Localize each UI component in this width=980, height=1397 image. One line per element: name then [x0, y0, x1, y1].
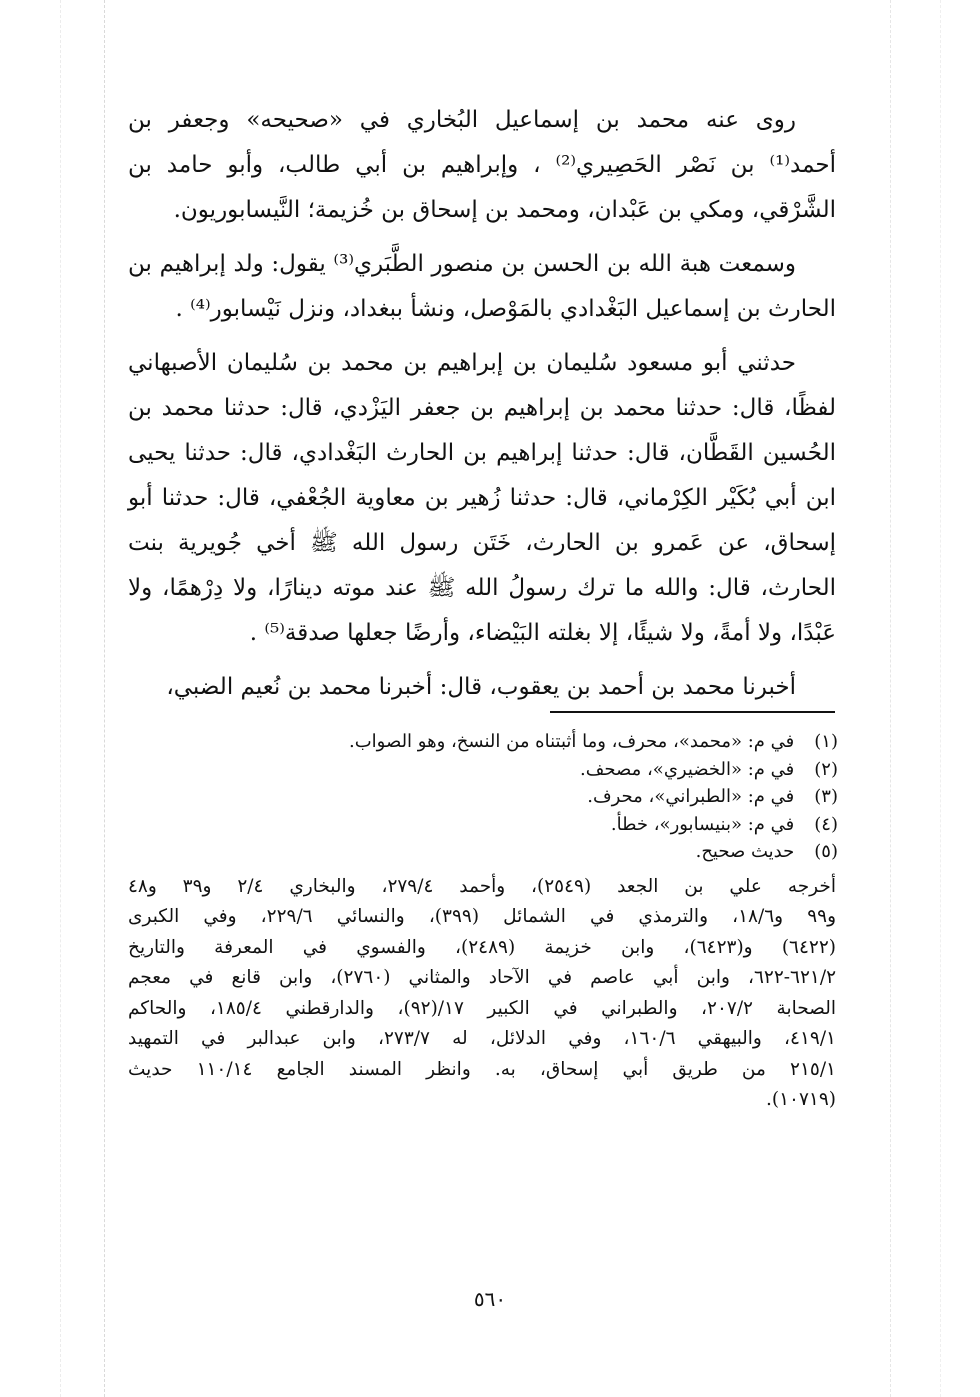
paragraph: [128, 665, 836, 710]
footnote-item: [128, 811, 838, 839]
footnote-text: في م: «بنيسابور»، خطأ.: [610, 813, 795, 835]
footnote-text: حديث صحيح.: [695, 841, 795, 862]
text-line: الحُسين القَطَّان، قال: حدثنا إبراهيم بن الحارث البَغْدادي، قال: حدثنا يحيى: [128, 440, 836, 466]
scan-guide-line: [940, 0, 941, 1397]
scan-guide-line: [890, 0, 891, 1397]
footnote-text: في م: «الخضيري»، مصحف.: [580, 758, 795, 780]
paragraph: [128, 341, 836, 656]
text-line: أخبرنا محمد بن أحمد بن يعقوب، قال: أخبرنا محمد بن نُعيم الضبي،: [166, 674, 796, 700]
text-line: أحمد⁽¹⁾ بن نَصْر الحَصِيري⁽²⁾ ، وإبراهيم بن أبي طالب، وأبو حامد بن: [128, 152, 836, 178]
footnote-number: (٣): [814, 786, 838, 807]
takhrij-line: ٢١٥/١ من طريق أبي إسحاق، به. وانظر المسند الجامع ١١٠/١٤ حديث: [128, 1058, 836, 1080]
text-line: لفظًا، قال: حدثنا محمد بن إبراهيم بن جعفر اليَزْدي، قال: حدثنا محمد بن: [128, 395, 836, 421]
takhrij-line: (١٠٧١٩).: [765, 1089, 836, 1110]
takhrij-line: ٦٢١/٢-٦٢٢، وابن أبي عاصم في الآحاد والمثاني (٢٧٦٠)، وابن قانع في معجم: [128, 967, 837, 988]
takhrij-line: ٤١٩/١، والبيهقي ١٦٠/٦، وفي الدلائل، له ٢٧٣/٧، وابن عبدالبر في التمهيد: [128, 1028, 836, 1049]
footnote-separator: [550, 711, 835, 713]
text-line: الحارث، قال: والله ما ترك رسولُ الله ﷺ عند موته دينارًا، ولا دِرْهمًا، ولا: [128, 575, 836, 601]
main-text: [128, 98, 836, 719]
footnotes: [128, 728, 838, 1116]
footnote-number: (٤): [814, 813, 838, 835]
text-line: حدثني أبو مسعود سُليمان بن إبراهيم بن محمد بن سُليمان الأصبهاني: [128, 350, 797, 376]
footnote-number: (٢): [814, 758, 838, 780]
scan-guide-line: [104, 0, 105, 1397]
footnote-number: (١): [814, 731, 838, 752]
text-line: الشَّرْقي، ومكي بن عَبْدان، ومحمد بن إسحاق بن خُزيمة؛ النَّيسابوريون.: [173, 197, 836, 223]
text-line: عَبْدًا، ولا أمةً، ولا شيئًا، إلا بغلته البَيْضاء، وأرضًا جعلها صدقة⁽⁵⁾ .: [249, 620, 836, 646]
takhrij-paragraph: [128, 872, 836, 1116]
scan-guide-line: [60, 0, 61, 1397]
footnote-item: [128, 756, 838, 784]
text-line: ابن أبي بُكَيْر الكِرْماني، قال: حدثنا زُهير بن معاوية الجُعْفي، قال: حدثنا أبو: [128, 485, 836, 511]
footnote-item: [128, 838, 838, 866]
footnote-item: [128, 728, 838, 756]
paragraph: [128, 242, 836, 332]
footnote-item: [128, 783, 838, 811]
page-number: ٥٦٠: [473, 1287, 507, 1311]
takhrij-line: و٩٩ و١٨/٦، والترمذي في الشمائل (٣٩٩)، والنسائي ٢٢٩/٦، وفي الكبرى: [128, 906, 836, 927]
text-line: إسحاق، عن عَمرو بن الحارث، خَتَن رسول الله ﷺ أخي جُويرية بنت: [128, 530, 836, 556]
takhrij-line: أخرجه علي بن الجعد (٢٥٤٩)، وأحمد ٢٧٩/٤، والبخاري ٢/٤ و٣٩ و٤٨: [128, 875, 836, 897]
paragraph: [128, 98, 836, 233]
takhrij-line: (٦٤٢٢) و(٦٤٢٣)، وابن خزيمة (٢٤٨٩)، والفسوي في المعرفة والتاريخ: [128, 936, 837, 958]
footnote-text: في م: «الطبراني»، محرف.: [587, 786, 795, 807]
text-line: الحارث بن إسماعيل البَغْدادي بالمَوْصل، ونشأ ببغداد، ونزل نَيْسابور⁽⁴⁾ .: [175, 296, 836, 322]
text-line: وسمعت هبة الله بن الحسن بن منصور الطَّبَري⁽³⁾ يقول: ولد إبراهيم بن: [128, 251, 797, 277]
footnote-number: (٥): [814, 841, 838, 862]
takhrij-line: الصحابة ٢٠٧/٢، والطبراني في الكبير ١٧/(٩٢)، والدارقطني ١٨٥/٤، والحاكم: [128, 997, 836, 1019]
text-line: روى عنه محمد بن إسماعيل البُخاري في «صحيحه» وجعفر بن: [128, 107, 796, 133]
footnote-text: في م: «محمد»، محرف، وما أثبتناه من النسخ، وهو الصواب.: [349, 731, 795, 752]
